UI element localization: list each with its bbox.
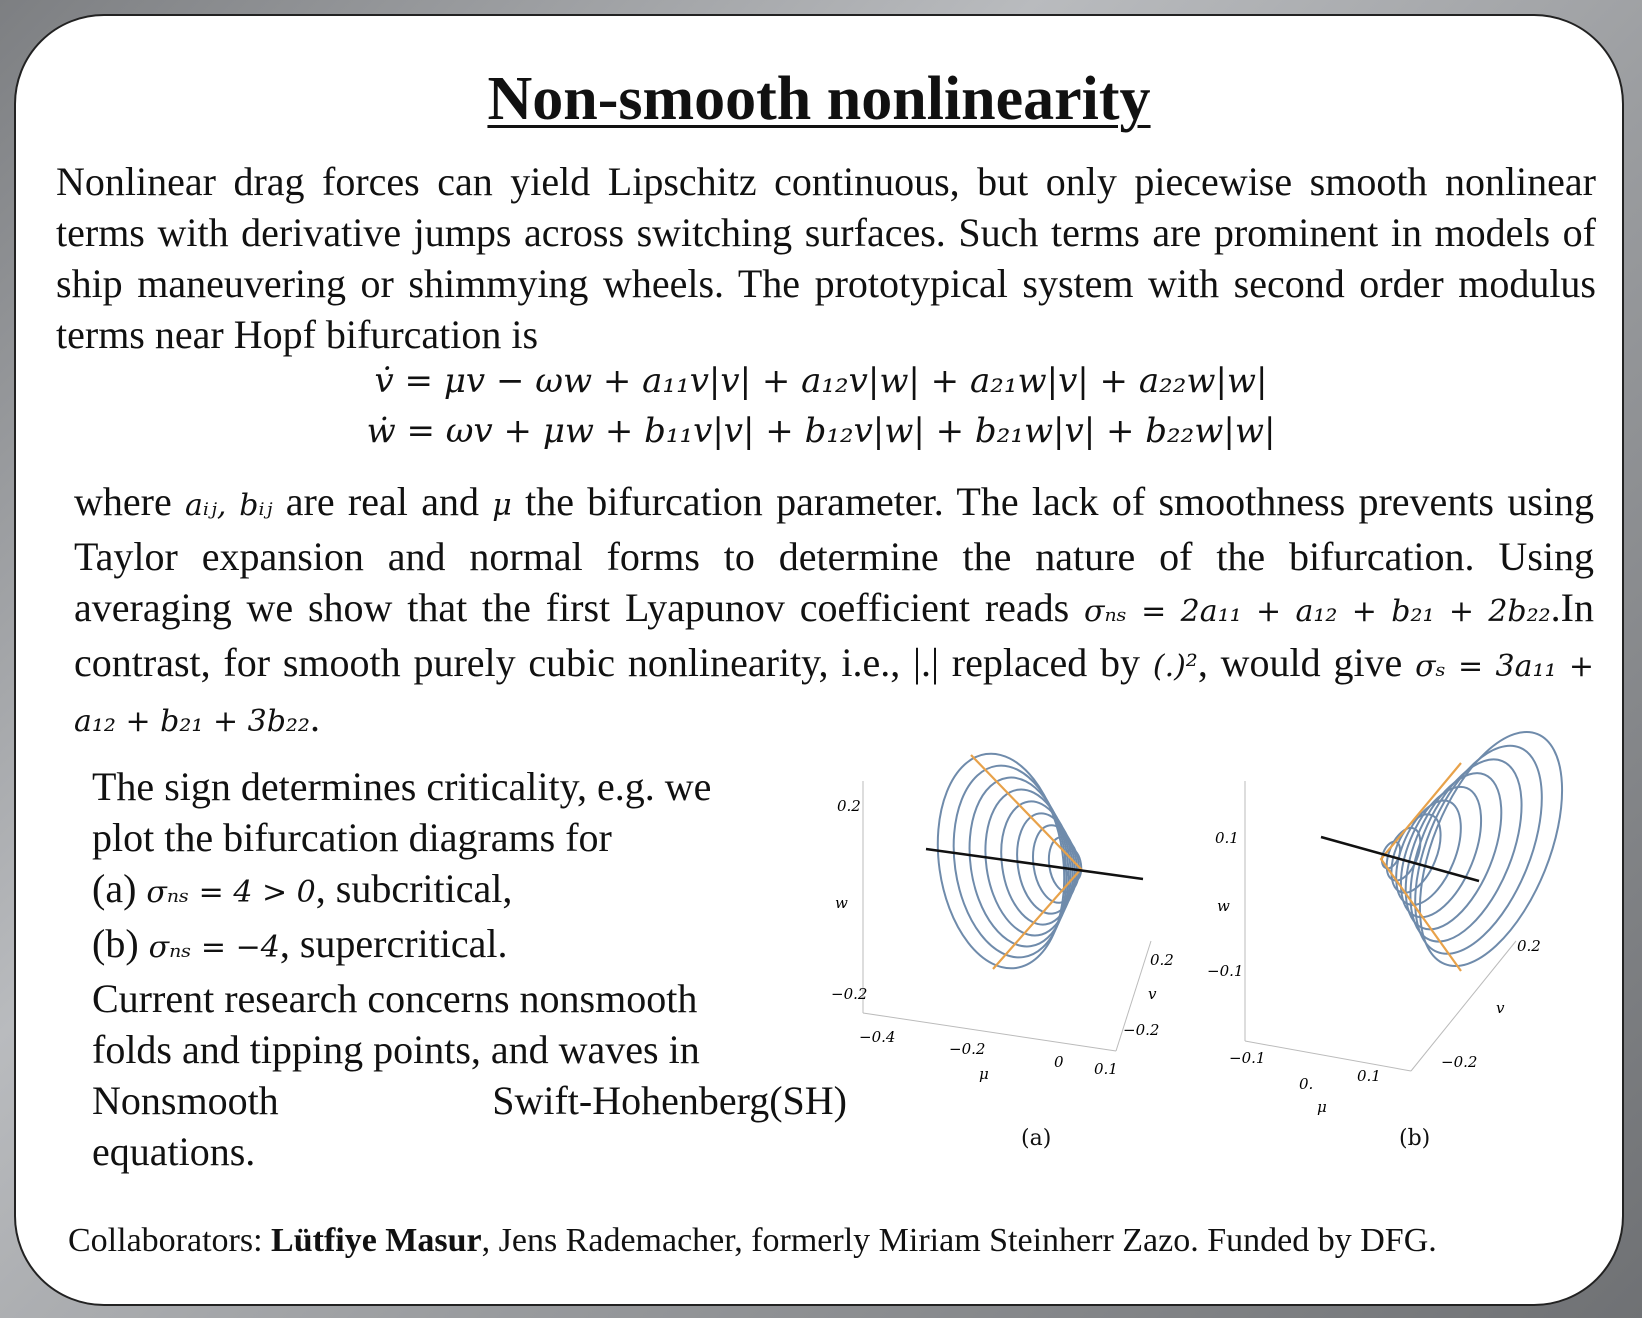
figure-a-w-tick-bottom: −0.2 xyxy=(831,985,868,1003)
analysis-paragraph xyxy=(74,476,1594,747)
coefficients-math: aᵢⱼ, bᵢⱼ xyxy=(185,488,273,523)
figure-a-mu-tick-2: −0.2 xyxy=(949,1040,986,1058)
figure-b-cycle-8 xyxy=(1389,728,1568,971)
analysis-text-4: .In contrast, for smooth purely cubic nonlinearity, i.e., |.| replaced by xyxy=(74,585,1594,685)
research-word-sh: Swift-Hohenberg(SH) xyxy=(492,1078,847,1123)
figure-a-v-tick-top: 0.2 xyxy=(1150,951,1174,969)
mu-math: μ xyxy=(492,488,512,523)
figure-b-w-tick-bottom: −0.1 xyxy=(1207,962,1244,980)
collaborators-line xyxy=(68,1219,1588,1263)
analysis-text-1: where xyxy=(74,479,172,524)
figure-b-limit-cycles xyxy=(1378,712,1591,985)
figure-b-mu-axis xyxy=(1245,1041,1411,1071)
collaborator-highlight: Lütfiye Masur xyxy=(271,1222,482,1259)
equation-w-dot: ẇ = ωv + μw + b₁₁v|v| + b₁₂v|w| + b₂₁w|v| + b₂₂w|w| xyxy=(366,411,1276,451)
analysis-text-6: . xyxy=(309,695,320,740)
figure-a-v-label: v xyxy=(1148,985,1157,1003)
equation-v-dot: v̇ = μv − ωw + a₁₁v|v| + a₁₂v|w| + a₂₁w|v| + a₂₂w|w| xyxy=(374,361,1268,401)
figure-b-mu-tick-2: 0. xyxy=(1299,1075,1314,1093)
figure-a-mu-axis xyxy=(863,1013,1116,1051)
research-line-4: equations. xyxy=(92,1129,256,1174)
figure-a-caption: (a) xyxy=(1021,1126,1052,1151)
case-b xyxy=(92,918,847,973)
collaborators-rest: , Jens Rademacher, formerly Miriam Steinherr Zazo. Funded by DFG. xyxy=(481,1222,1437,1259)
analysis-text-2: are real and xyxy=(285,479,479,524)
figure-a xyxy=(831,751,1211,1131)
analysis-text-5: , would give xyxy=(1197,640,1403,685)
figure-a-mu-tick-3: 0 xyxy=(1054,1053,1064,1071)
figure-b-v-label: v xyxy=(1496,999,1505,1017)
figure-b-w-label: w xyxy=(1217,897,1230,915)
case-a-text: , subcritical, xyxy=(315,866,513,911)
figure-b-w-tick-top: 0.1 xyxy=(1215,829,1239,847)
figure-a-w-tick-top: 0.2 xyxy=(837,797,861,815)
figure-b-mu-tick-3: 0.1 xyxy=(1357,1067,1381,1085)
square-math: (.)² xyxy=(1152,649,1198,684)
figure-b-cycle-9 xyxy=(1391,712,1591,985)
case-a-label: (a) xyxy=(92,866,137,911)
case-b-text: , supercritical. xyxy=(279,921,508,966)
figure-a-mu-label: μ xyxy=(979,1065,989,1083)
case-b-math: σₙₛ = −4 xyxy=(148,930,280,965)
figure-b-mu-label: μ xyxy=(1317,1098,1327,1116)
figure-a-v-tick-bottom: −0.2 xyxy=(1123,1021,1160,1039)
sigma-s-formula: σₛ = 3a₁₁ + a₁₂ + b₂₁ + 3b₂₂ xyxy=(74,649,1594,739)
figure-b-v-tick-top: 0.2 xyxy=(1517,937,1541,955)
research-line-3 xyxy=(92,1075,847,1126)
poster-card xyxy=(14,14,1624,1306)
case-b-label: (b) xyxy=(92,921,139,966)
research-word-nonsmooth: Nonsmooth xyxy=(92,1078,279,1123)
intro-paragraph: Nonlinear drag forces can yield Lipschitz continuous, but only piecewise smooth nonlinear terms with derivative jumps across switching surfaces. Such terms are prominent in models of ship maneuvering or shimmying wheels. The prototypical system with second order modulus terms near Hopf bifurcation is xyxy=(56,159,1596,357)
figure-b-mu-tick-1: −0.1 xyxy=(1229,1049,1266,1067)
page-title: Non-smooth nonlinearity xyxy=(487,65,1151,133)
figure-b xyxy=(1207,751,1611,1131)
figure-a-mu-tick-4: 0.1 xyxy=(1094,1060,1118,1078)
figure-b-caption: (b) xyxy=(1399,1126,1431,1151)
analysis-text-3: the bifurcation parameter. The lack of smoothness prevents using Taylor expansion and normal forms to determine the nature of the bifurcation. Using averaging we show that the first Lyapunov coefficient reads xyxy=(74,479,1594,630)
figure-a-w-label: w xyxy=(835,894,848,912)
sigma-ns-formula: σₙₛ = 2a₁₁ + a₁₂ + b₂₁ + 2b₂₂ xyxy=(1084,594,1551,629)
criticality-line-1: The sign determines criticality, e.g. we xyxy=(92,764,712,809)
case-a-math: σₙₛ = 4 > 0 xyxy=(146,875,316,910)
collaborators-prefix: Collaborators: xyxy=(68,1222,263,1259)
criticality-block xyxy=(92,761,847,1177)
figure-b-v-tick-bottom: −0.2 xyxy=(1441,1053,1478,1071)
figure-b-svg xyxy=(1207,751,1611,1131)
figure-a-svg xyxy=(831,751,1211,1131)
research-line-1: Current research concerns nonsmooth xyxy=(92,976,698,1021)
criticality-line-2: plot the bifurcation diagrams for xyxy=(92,815,612,860)
case-a xyxy=(92,863,847,918)
research-line-2: folds and tipping points, and waves in xyxy=(92,1027,700,1072)
figure-a-mu-tick-1: −0.4 xyxy=(859,1028,896,1046)
